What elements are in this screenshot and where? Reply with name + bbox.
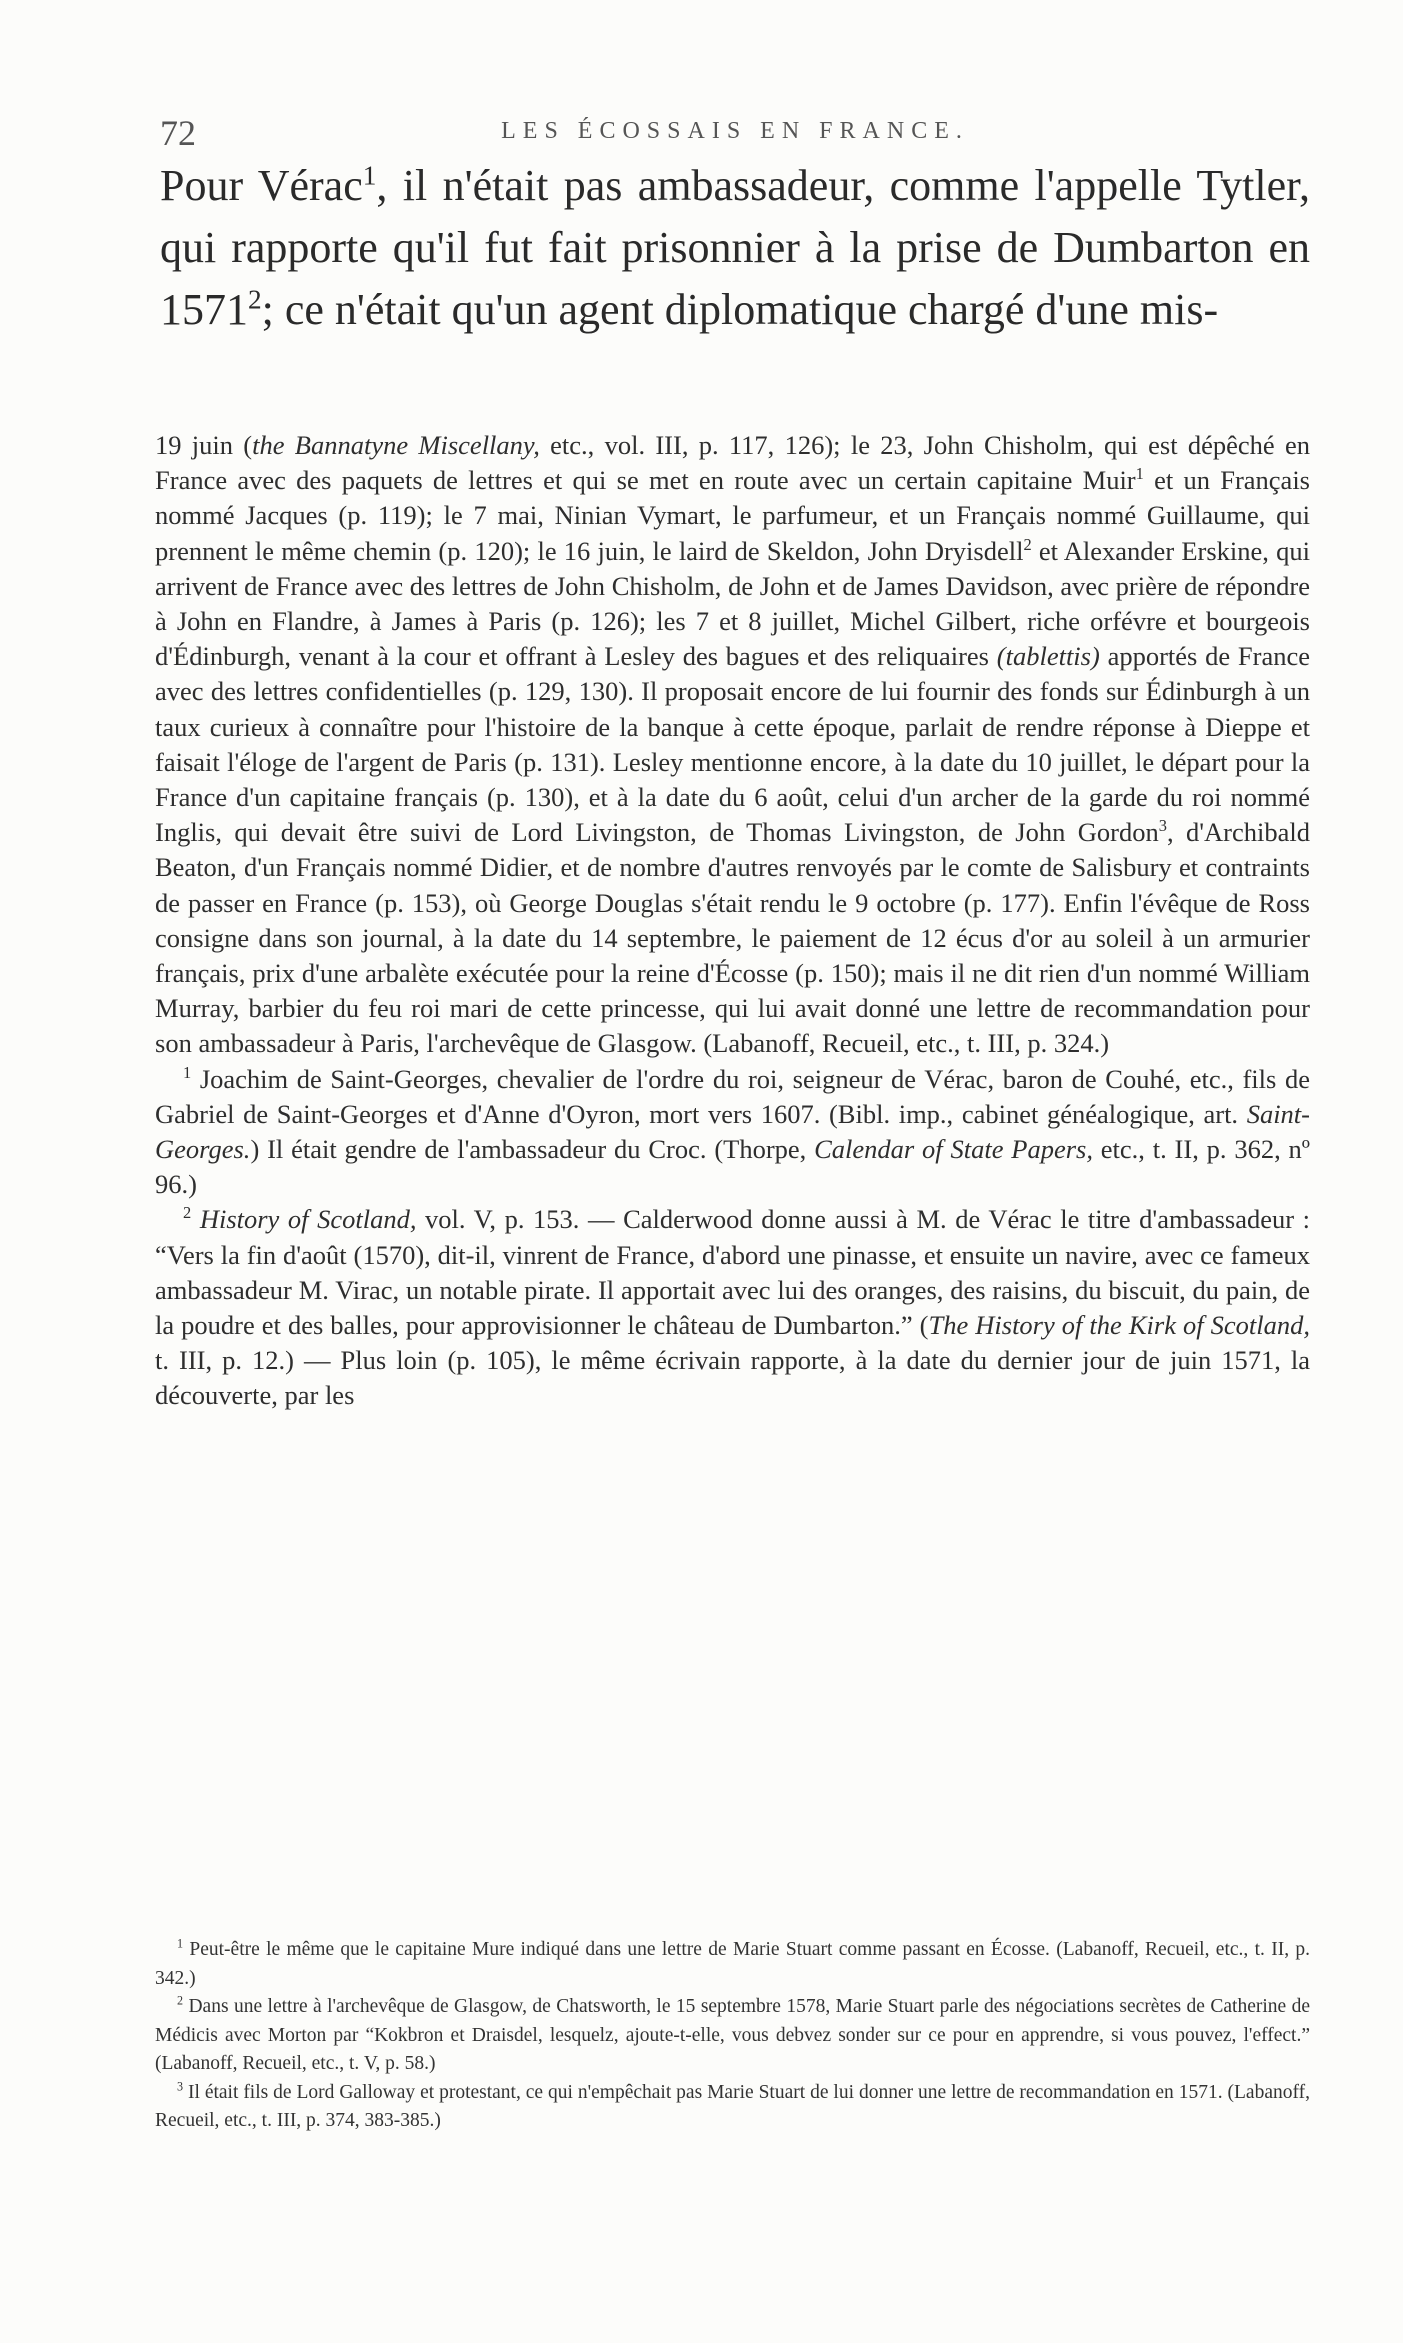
footnote-2: $^2$ Dans une lettre à l'archevêque de Glasgow, de Chatsworth, le 15 septembre 1578, Marie Stuart parle des négociations secrètes de Catherine de Médicis avec Morton par “Kokbron et Draisdel, lesquelz, ajoute-t-elle, vous debvez sonder sur ce pour en apprendre, si vous pouvez, l'effect.” (Labanoff, Recueil, etc., t. V, p. 58.): [155, 1993, 1310, 2074]
note-2: $^2$ History of Scotland, vol. V, p. 153. — Calderwood donne aussi à M. de Vérac le titre d'ambassadeur : “Vers la fin d'août (1570), dit-il, vinrent de France, d'abord une pinasse, et ensuite un navire, avec ce fameux ambassadeur M. Virac, un notable pirate. Il apportait avec lui des oranges, des raisins, du biscuit, du pain, de la poudre et des balles, pour approvisionner le château de Dumbarton.” (The History of the Kirk of Scotland, t. III, p. 12.) — Plus loin (p. 105), le même écrivain rapporte, à la date du dernier jour de juin 1571, la découverte, par les: [155, 1203, 1311, 1411]
main-paragraph: Pour Vérac$^1$, il n'était pas ambassadeur, comme l'appelle Tytler, qui rapporte qu'il fut fait prisonnier à la prise de Dumbarton en 1571$^2$; ce n'était qu'un agent diplomatique chargé d'une mis-: [160, 160, 1310, 334]
main-text: [160, 155, 1310, 341]
footnote-1: $^1$ Peut-être le même que le capitaine Mure indiqué dans une lettre de Marie Stuart comme passant en Écosse. (Labanoff, Recueil, etc., t. II, p. 342.): [155, 1936, 1311, 1989]
footnote-ref: 2: [1023, 534, 1032, 554]
footnote-number: 2: [177, 1993, 184, 2008]
footnote-ref: 3: [1158, 816, 1167, 836]
footnote-ref: 2: [248, 284, 262, 315]
footnote-ref: 1: [1135, 464, 1144, 484]
footnote-3: $^3$ Il était fils de Lord Galloway et protestant, ce qui n'empêchait pas Marie Stuart de lui donner une lettre de recommandation en 1571. (Labanoff, Recueil, etc., t. III, p. 374, 383-385.): [155, 2079, 1311, 2131]
note-number: 1: [183, 1062, 192, 1082]
note-continuation: 19 juin (the Bannatyne Miscellany, etc., vol. III, p. 117, 126); le 23, John Chisholm, qui est dépêché en France avec des paquets de lettres et qui se met en route avec un certain capitaine Muir$^1$ et un Français nommé Jacques (p. 119); le 7 mai, Ninian Vymart, le parfumeur, et un Français nommé Guillaume, qui prennent le même chemin (p. 120); le 16 juin, le laird de Skeldon, John Dryisdell$^2$ et Alexander Erskine, qui arrivent de France avec des lettres de John Chisholm, de John et de James Davidson, avec prière de répondre à John en Flandre, à James à Paris (p. 126); les 7 et 8 juillet, Michel Gilbert, riche orfévre et bourgeois d'Édinburgh, venant à la cour et offrant à Lesley des bagues et des reliquaires (tablettis) apportés de France avec des lettres confidentielles (p. 129, 130). Il proposait encore de lui fournir des fonds sur Édinburgh à un taux curieux à connaître pour l'histoire de la banque à cette époque, parlait de rendre réponse à Dieppe et faisait l'éloge de l'argent de Paris (p. 131). Lesley mentionne encore, à la date du 10 juillet, le départ pour la France d'un capitaine français (p. 130), et à la date du 6 août, celui d'un archer de la garde du roi nommé Inglis, qui devait être suivi de Lord Livingston, de Thomas Livingston, de John Gordon$^3$, d'Archibald Beaton, d'un Français nommé Didier, et de nombre d'autres renvoyés par le comte de Salisbury et contraints de passer en France (p. 153), où George Douglas s'était rendu le 9 octobre (p. 177). Enfin l'évêque de Ross consigne dans son journal, à la date du 14 septembre, le paiement de 12 écus d'or au soleil à un armurier français, prix d'une arbalète exécutée pour la reine d'Écosse (p. 150); mais il ne dit rien d'un nommé William Murray, barbier du feu roi mari de cette princesse, qui lui avait donné une lettre de recommandation pour son ambassadeur à Paris, l'archevêque de Glasgow. (Labanoff, Recueil, etc., t. III, p. 324.): [155, 430, 1311, 1059]
notes-section: [155, 428, 1310, 1414]
note-number: 2: [183, 1203, 192, 1223]
footnote-number: 1: [177, 1936, 184, 1951]
running-title: LES ÉCOSSAIS EN FRANCE.: [501, 118, 969, 144]
page-number: 72: [160, 113, 196, 153]
footnote-ref: 1: [362, 160, 377, 191]
footnote-number: 3: [177, 2079, 184, 2093]
footnotes-section: [155, 1936, 1310, 2136]
page-header: [160, 112, 1310, 152]
note-1: $^1$ Joachim de Saint-Georges, chevalier de l'ordre du roi, seigneur de Vérac, baron de Couhé, etc., fils de Gabriel de Saint-Georges et d'Anne d'Oyron, mort vers 1607. (Bibl. imp., cabinet généalogique, art. Saint-Georges.) Il était gendre de l'ambassadeur du Croc. (Thorpe, Calendar of State Papers, etc., t. II, p. 362, nº 96.): [155, 1062, 1310, 1200]
